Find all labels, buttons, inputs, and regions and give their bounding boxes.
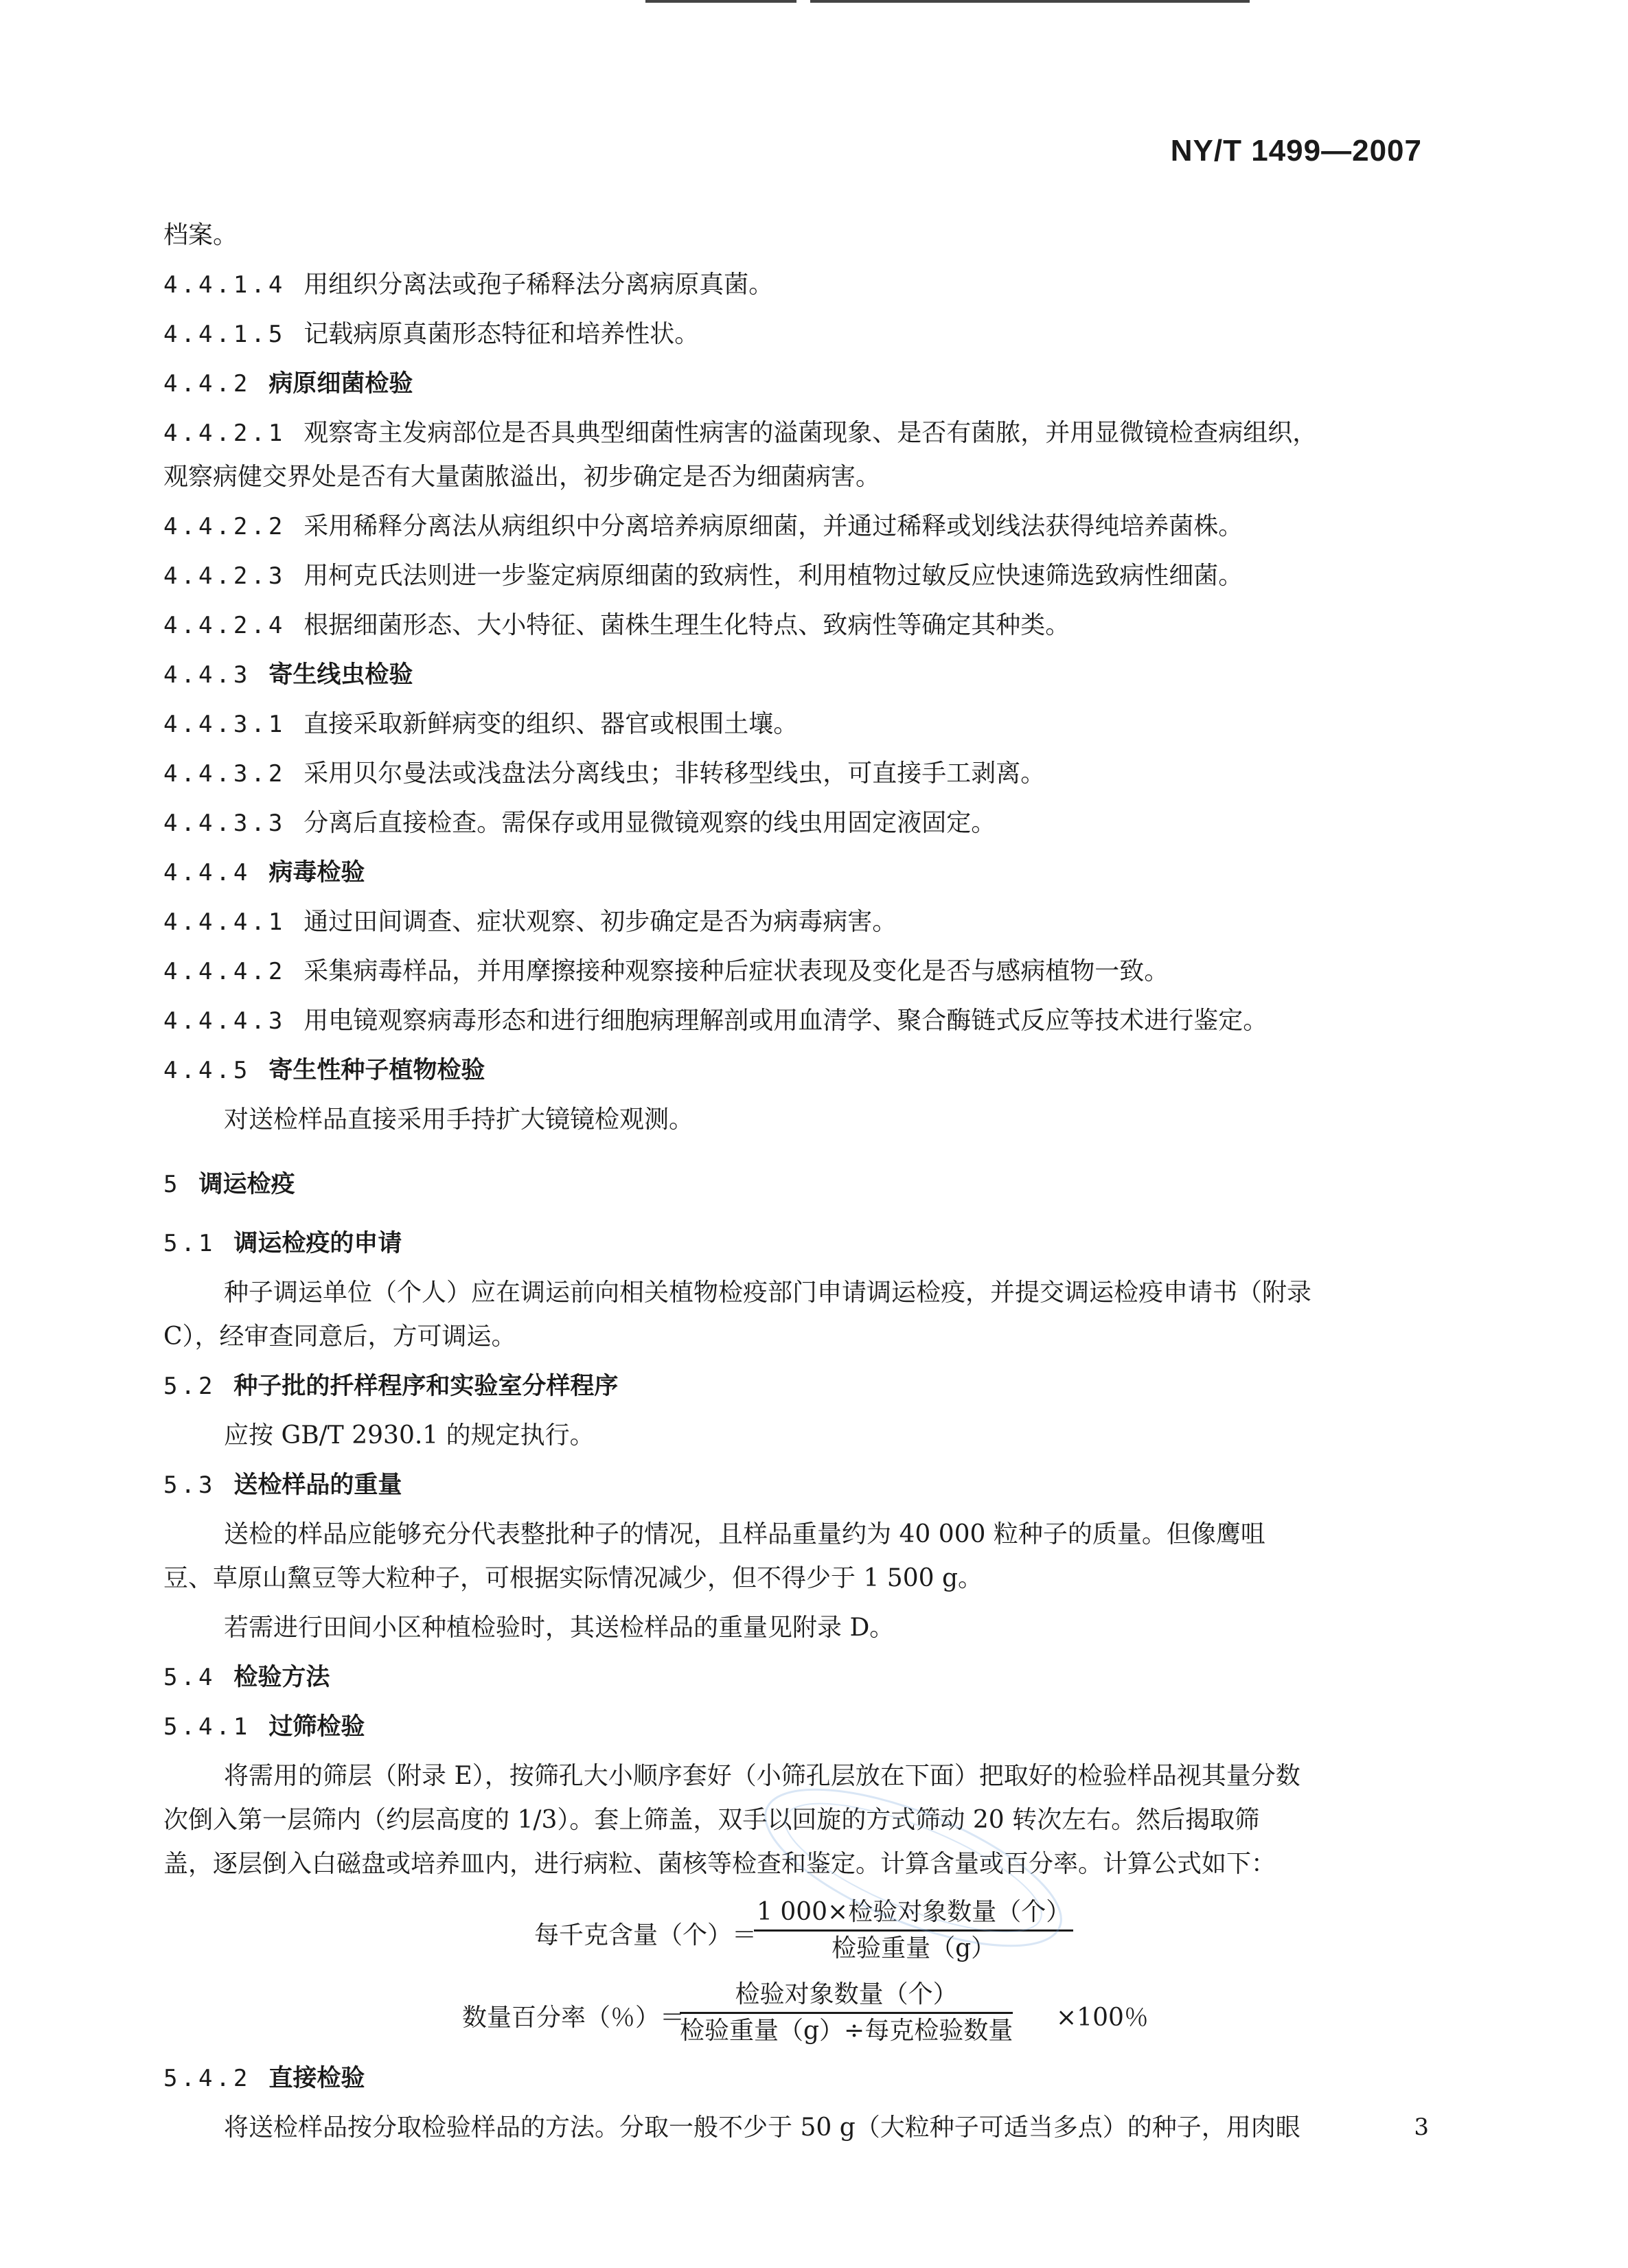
formula-numerator: 1 000×检验对象数量（个） — [754, 1897, 1073, 1932]
formula-fraction — [680, 1979, 1013, 2048]
clause-number: 4.4.2.2 — [163, 513, 286, 540]
clause-line — [163, 1103, 1454, 1137]
clause-number: 4.4.5 — [163, 1057, 251, 1084]
clause-number: 4.4.4.2 — [163, 958, 286, 985]
clause-line — [163, 905, 1454, 939]
clause-number: 4.4.3.2 — [163, 760, 286, 788]
formula-lhs: 每千克含量（个）＝ — [534, 1921, 757, 1949]
clause-text: 记载病原真菌形态特征和培养性状。 — [303, 320, 700, 348]
paragraph: 将需用的筛层（附录 E），按筛孔大小顺序套好（小筛孔层放在下面）把取好的检验样品视其量分数 — [224, 1762, 1300, 1790]
clause-text: 寄生线虫检验 — [268, 661, 413, 689]
section-5-1-heading: 5.1 调运检疫的申请 — [163, 1230, 402, 1257]
clause-text: 观察病健交界处是否有大量菌脓溢出，初步确定是否为细菌病害。 — [163, 463, 881, 491]
scan-edge-mark — [645, 0, 796, 3]
formula-denominator: 检验重量（g） — [832, 1934, 996, 1962]
formula-numerator: 检验对象数量（个） — [680, 1979, 1013, 2014]
paragraph: 应按 GB/T 2930.1 的规定执行。 — [224, 1421, 595, 1450]
scan-edge-mark — [810, 0, 1250, 3]
clause-number: 4.4.1.4 — [163, 271, 286, 299]
clause-text: 病原细菌检验 — [268, 370, 413, 398]
document-body — [163, 218, 1454, 2160]
standard-code: NY/T 1499—2007 — [1170, 134, 1422, 168]
clause-text: 档案。 — [163, 221, 238, 249]
paragraph: 送检的样品应能够充分代表整批种子的情况，且样品重量约为 40 000 粒种子的质量。但像鹰咀 — [224, 1520, 1265, 1548]
paragraph-continuation: 豆、草原山黧豆等大粒种子，可根据实际情况减少，但不得少于 1 500 g。 — [163, 1564, 983, 1592]
clause-text: 直接采取新鲜病变的组织、器官或根围土壤。 — [303, 710, 799, 738]
clause-line — [163, 608, 1454, 643]
clause-text: 采用稀释分离法从病组织中分离培养病原细菌，并通过稀释或划线法获得纯培养菌株。 — [303, 512, 1243, 540]
clause-text: 用电镜观察病毒形态和进行细胞病理解剖或用血清学、聚合酶链式反应等技术进行鉴定。 — [303, 1007, 1268, 1035]
clause-line — [163, 806, 1454, 840]
paragraph: 将送检样品按分取检验样品的方法。分取一般不少于 50 g（大粒种子可适当多点）的种子，用肉眼 — [224, 2114, 1300, 2142]
clause-line — [163, 559, 1454, 593]
section-5-4-1-heading: 5.4.1 过筛检验 — [163, 1713, 365, 1741]
clause-number: 4.4.2.3 — [163, 562, 286, 590]
clause-text: 寄生性种子植物检验 — [268, 1057, 485, 1084]
paragraph-continuation: C），经审查同意后，方可调运。 — [163, 1322, 516, 1351]
clause-heading — [163, 367, 1454, 401]
clause-number: 4.4.2.1 — [163, 420, 286, 447]
clause-line — [163, 460, 1454, 494]
formula-multiplier: ×100％ — [1056, 2004, 1149, 2032]
clause-text: 采用贝尔曼法或浅盘法分离线虫；非转移型线虫，可直接手工剥离。 — [303, 759, 1046, 788]
clause-number: 4.4.4 — [163, 859, 251, 886]
page-number: 3 — [1414, 2114, 1429, 2141]
clause-number: 4.4.3 — [163, 661, 251, 689]
paragraph: 若需进行田间小区种植检验时，其送检样品的重量见附录 D。 — [224, 1614, 895, 1642]
clause-number: 4.4.2.4 — [163, 612, 286, 639]
clause-line — [163, 954, 1454, 989]
clause-text: 对送检样品直接采用手持扩大镜镜检观测。 — [224, 1106, 694, 1134]
clause-heading — [163, 856, 1454, 890]
clause-number: 4.4.3.3 — [163, 810, 286, 837]
formula-per-kg-content — [163, 1897, 1454, 1972]
clause-text: 观察寄主发病部位是否具典型细菌性病害的溢菌现象、是否有菌脓，并用显微镜检查病组织， — [303, 419, 1318, 447]
formula-denominator: 检验重量（g）÷每克检验数量 — [680, 2017, 1013, 2045]
paragraph-continuation: 次倒入第一层筛内（约层高度的 1/3）。套上筛盖，双手以回旋的方式筛动 20 转次左右。然后揭取筛 — [163, 1806, 1260, 1834]
clause-line — [163, 317, 1454, 352]
clause-line — [163, 707, 1454, 742]
clause-line — [163, 757, 1454, 791]
clause-line — [163, 268, 1454, 302]
clause-number: 4.4.1.5 — [163, 321, 286, 348]
section-5-heading: 5 调运检疫 — [163, 1171, 295, 1198]
clause-text: 采集病毒样品，并用摩擦接种观察接种后症状表现及变化是否与感病植物一致。 — [303, 957, 1169, 985]
clause-number: 4.4.4.1 — [163, 908, 286, 936]
clause-text: 通过田间调查、症状观察、初步确定是否为病毒病害。 — [303, 908, 897, 936]
section-5-3-heading: 5.3 送检样品的重量 — [163, 1471, 402, 1499]
clause-line — [163, 1004, 1454, 1038]
clause-number: 4.4.3.1 — [163, 711, 286, 738]
section-5-4-heading: 5.4 检验方法 — [163, 1664, 330, 1691]
formula-lhs: 数量百分率（％）＝ — [462, 2004, 685, 2032]
clause-text: 用组织分离法或孢子稀释法分离病原真菌。 — [303, 271, 774, 299]
formula-fraction — [754, 1897, 1073, 1966]
formula-quantity-percentage — [163, 1979, 1454, 2054]
clause-line — [163, 218, 1454, 253]
paragraph-continuation: 盖，逐层倒入白磁盘或培养皿内，进行病粒、菌核等检查和鉴定。计算含量或百分率。计算公式如下： — [163, 1850, 1276, 1878]
clause-heading — [163, 658, 1454, 692]
clause-line — [163, 509, 1454, 544]
section-5-2-heading: 5.2 种子批的扦样程序和实验室分样程序 — [163, 1373, 619, 1400]
clause-text: 分离后直接检查。需保存或用显微镜观察的线虫用固定液固定。 — [303, 809, 996, 837]
section-4-4-lines — [163, 218, 1454, 1137]
clause-heading — [163, 1053, 1454, 1088]
clause-line — [163, 416, 1454, 450]
paragraph: 种子调运单位（个人）应在调运前向相关植物检疫部门申请调运检疫，并提交调运检疫申请书（附录 — [224, 1279, 1312, 1307]
section-5-4-2-heading: 5.4.2 直接检验 — [163, 2065, 365, 2092]
clause-text: 根据细菌形态、大小特征、菌株生理生化特点、致病性等确定其种类。 — [303, 611, 1070, 639]
clause-text: 用柯克氏法则进一步鉴定病原细菌的致病性，利用植物过敏反应快速筛选致病性细菌。 — [303, 562, 1243, 590]
clause-number: 4.4.4.3 — [163, 1007, 286, 1035]
clause-text: 病毒检验 — [268, 859, 365, 886]
clause-number: 4.4.2 — [163, 370, 251, 398]
